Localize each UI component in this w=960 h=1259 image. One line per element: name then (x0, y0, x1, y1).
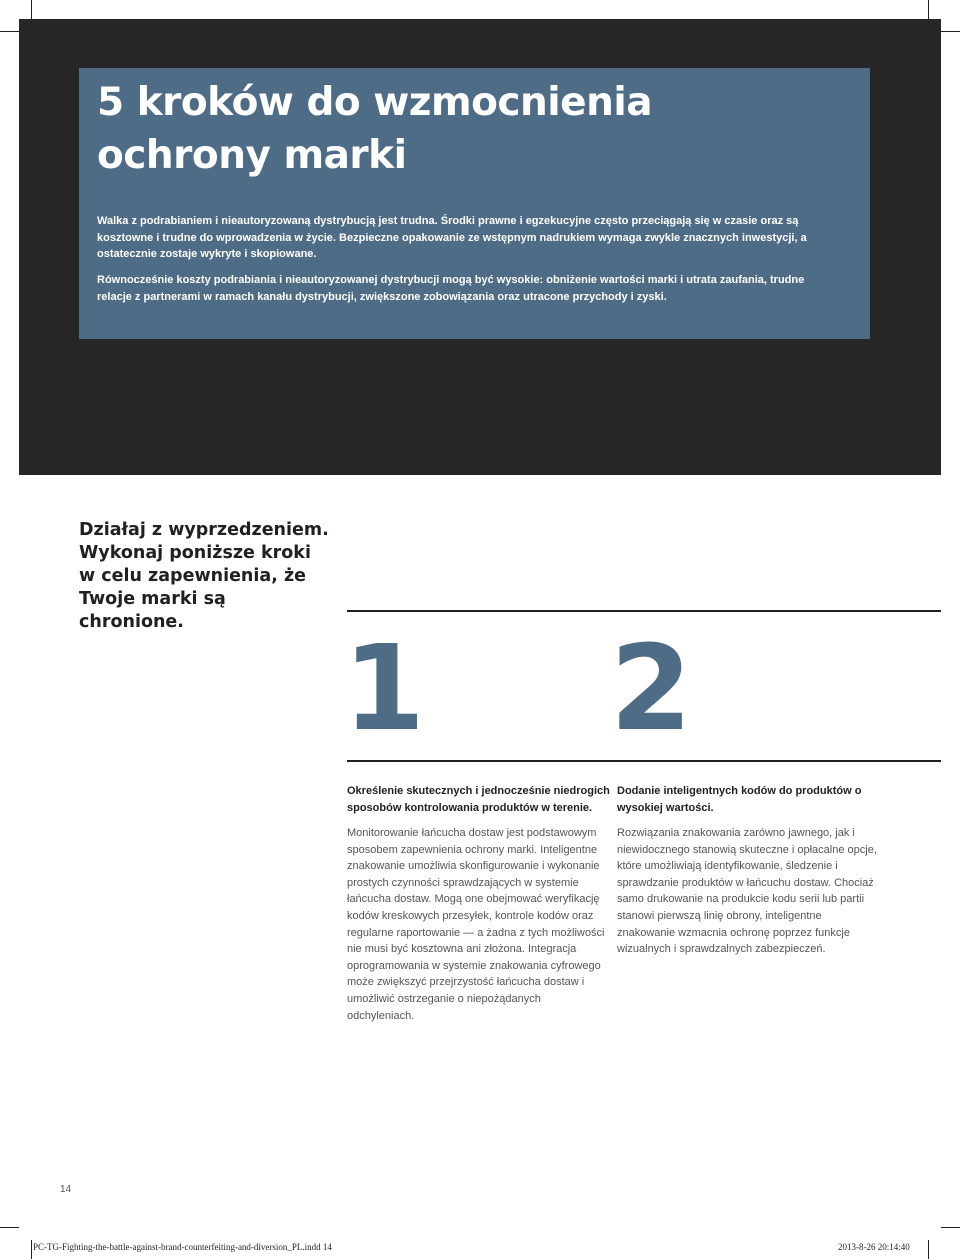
date-slug: 2013-8-26 20:14:40 (838, 1242, 910, 1252)
intro-paragraph: Walka z podrabianiem i nieautoryzowaną dystrybucją jest trudna. Środki prawne i egzekucyjne często przeciągają się w czasie oraz są kosztowne i trudne do wprowadzenia w życie. Bezpieczne opakowanie ze wstępnym nadrukiem wymaga zwykle znacznych inwestycji, a ostatecznie zostaje wykryte i skopiowane. (97, 215, 807, 260)
crop-mark (0, 31, 19, 32)
crop-mark (941, 1227, 960, 1228)
crop-mark (31, 1240, 32, 1259)
hero-box (79, 68, 870, 339)
divider (347, 760, 941, 762)
crop-mark (0, 1227, 19, 1228)
crop-mark (941, 31, 960, 32)
step-title: Określenie skutecznych i jednocześnie niedrogich sposobów kontrolowania produktów w terenie. (347, 785, 610, 814)
step-number: 1 (343, 619, 426, 757)
page-title: 5 kroków do wzmocnienia ochrony marki (97, 80, 653, 178)
intro-paragraph: Równocześnie koszty podrabiania i nieautoryzowanej dystrybucji mogą być wysokie: obniżenie wartości marki i utrata zaufania, trudne relacje z partnerami w ramach kanału dystrybucji, zwiększone zobowiązania oraz utracone przychody i zyski. (97, 274, 805, 303)
page-number: 14 (60, 1184, 72, 1195)
crop-mark (928, 0, 929, 19)
step-number: 2 (610, 619, 693, 757)
crop-mark (31, 0, 32, 19)
step-body: Monitorowanie łańcucha dostaw jest podstawowym sposobem zapewnienia ochrony marki. Inteligentne znakowanie umożliwia skonfigurowanie i wykonanie prostych czynności sprawdzających w systemie łańcucha dostaw. Mogą one obejmować weryfikację kodów kreskowych przesyłek, kontrole kodów oraz regularne raportowanie — a żadna z tych możliwości nie musi być kosztowna ani złożona. Integracja oprogramowania w systemie znakowania cyfrowego może zwiększyć przejrzystość łańcucha dostaw i umożliwić ostrzeganie o niepożądanych odchyleniach. (347, 827, 605, 1022)
file-slug: PC-TG-Fighting-the-battle-against-brand-counterfeiting-and-diversion_PL.indd 14 (33, 1242, 332, 1252)
step-body: Rozwiązania znakowania zarówno jawnego, jak i niewidocznego stanowią skuteczne i opłacalne opcje, które umożliwiają identyfikowanie, śledzenie i sprawdzanie produktów w łańcuchu dostaw. Chociaż samo drukowanie na produkcie kodu serii lub partii stanowi pierwszą linię obrony, inteligentne znakowanie wzmacnia ochronę poprzez funkcje wizualnych i sprawdzalnych zabezpieczeń. (617, 827, 877, 956)
step-title: Dodanie inteligentnych kodów do produktów o wysokiej wartości. (617, 785, 862, 814)
lead-heading: Działaj z wyprzedzeniem. Wykonaj poniższe kroki w celu zapewnienia, że Twoje marki są chronione. (79, 520, 329, 632)
divider (347, 610, 941, 612)
crop-mark (928, 1240, 929, 1259)
